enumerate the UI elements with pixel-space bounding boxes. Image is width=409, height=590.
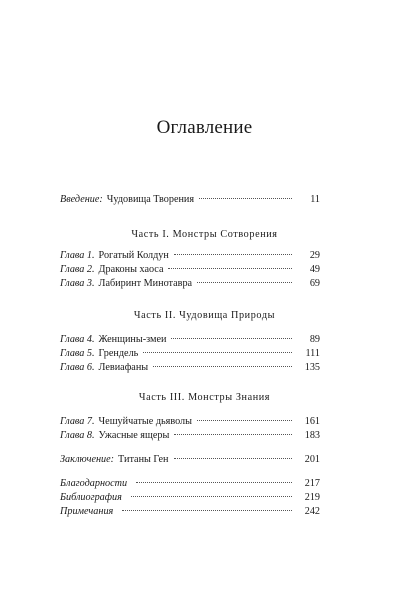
toc-entry-conclusion[interactable]: [60, 453, 320, 466]
toc-entry-title: Грендель: [98, 348, 139, 359]
toc-entry-prefix: Примечания: [60, 506, 114, 517]
toc-entry-acknowledgements[interactable]: [60, 477, 320, 490]
toc-entry-title: Лабиринт Минотавра: [98, 278, 193, 289]
part-heading-2: Часть II. Чудовища Природы: [133, 310, 276, 321]
part-heading-3: Часть III. Монстры Знания: [138, 392, 271, 403]
toc-entry-chapter-4[interactable]: [60, 333, 320, 346]
toc-entry-title: Драконы хаоса: [98, 264, 164, 275]
part-heading-1: Часть I. Монстры Сотворения: [131, 229, 278, 240]
toc-entry-prefix: Глава 6.: [60, 362, 95, 373]
toc-entry-page: 11: [310, 194, 320, 205]
toc-entry-title: Чудовища Творения: [106, 194, 195, 205]
toc-entry-page: 219: [304, 492, 320, 503]
toc-entry-chapter-1[interactable]: [60, 249, 320, 262]
toc-entry-bibliography[interactable]: [60, 491, 320, 504]
toc-entry-page: 135: [304, 362, 320, 373]
toc-leader-dots: [174, 434, 292, 435]
toc-leader-dots: [131, 496, 292, 497]
toc-entry-chapter-7[interactable]: [60, 415, 320, 428]
toc-entry-prefix: Заключение:: [60, 454, 115, 465]
toc-entry-chapter-5[interactable]: [60, 347, 320, 360]
toc-entry-page: 217: [304, 478, 320, 489]
toc-entry-title: Титаны Ген: [118, 454, 169, 465]
toc-entry-page: 89: [309, 334, 320, 345]
toc-entry-page: 29: [309, 250, 320, 261]
toc-entry-prefix: Глава 3.: [60, 278, 95, 289]
toc-leader-dots: [171, 338, 292, 339]
toc-entry-page: 69: [309, 278, 320, 289]
toc-entry-title: Ужасные ящеры: [98, 430, 170, 441]
toc-leader-dots: [197, 420, 292, 421]
toc-entry-prefix: Благодарности: [60, 478, 128, 489]
toc-entry-chapter-3[interactable]: [60, 277, 320, 290]
toc-leader-dots: [199, 198, 292, 199]
toc-leader-dots: [174, 458, 293, 459]
toc-entry-chapter-8[interactable]: [60, 429, 320, 442]
toc-entry-chapter-6[interactable]: [60, 361, 320, 374]
toc-entry-prefix: Глава 4.: [60, 334, 95, 345]
toc-entry-page: 201: [304, 454, 320, 465]
toc-entry-prefix: Глава 5.: [60, 348, 95, 359]
toc-entry-prefix: Глава 2.: [60, 264, 95, 275]
toc-entry-page: 242: [304, 506, 320, 517]
toc-entry-title: Чешуйчатые дьяволы: [98, 416, 192, 427]
toc-leader-dots: [143, 352, 292, 353]
toc-leader-dots: [153, 366, 292, 367]
toc-leader-dots: [122, 510, 292, 511]
toc-entry-title: Левиафаны: [98, 362, 149, 373]
toc-leader-dots: [197, 282, 292, 283]
toc-entry-chapter-2[interactable]: [60, 263, 320, 276]
toc-entry-prefix: Библиография: [60, 492, 122, 503]
toc-entry-prefix: Глава 8.: [60, 430, 95, 441]
toc-entry-page: 49: [309, 264, 320, 275]
toc-entry-prefix: Глава 1.: [60, 250, 95, 261]
toc-entry-notes[interactable]: [60, 505, 320, 518]
toc-leader-dots: [174, 254, 292, 255]
toc-entry-page: 161: [304, 416, 320, 427]
toc-entry-prefix: Введение:: [60, 194, 103, 205]
toc-entry-intro[interactable]: [60, 193, 320, 206]
page-title: Оглавление: [156, 117, 253, 138]
toc-entry-prefix: Глава 7.: [60, 416, 95, 427]
toc-entry-title: Женщины-змеи: [98, 334, 167, 345]
toc-entry-title: Рогатый Колдун: [98, 250, 169, 261]
toc-entry-page: 111: [305, 348, 320, 359]
toc-leader-dots: [136, 482, 292, 483]
toc-entry-page: 183: [304, 430, 320, 441]
toc-leader-dots: [168, 268, 292, 269]
